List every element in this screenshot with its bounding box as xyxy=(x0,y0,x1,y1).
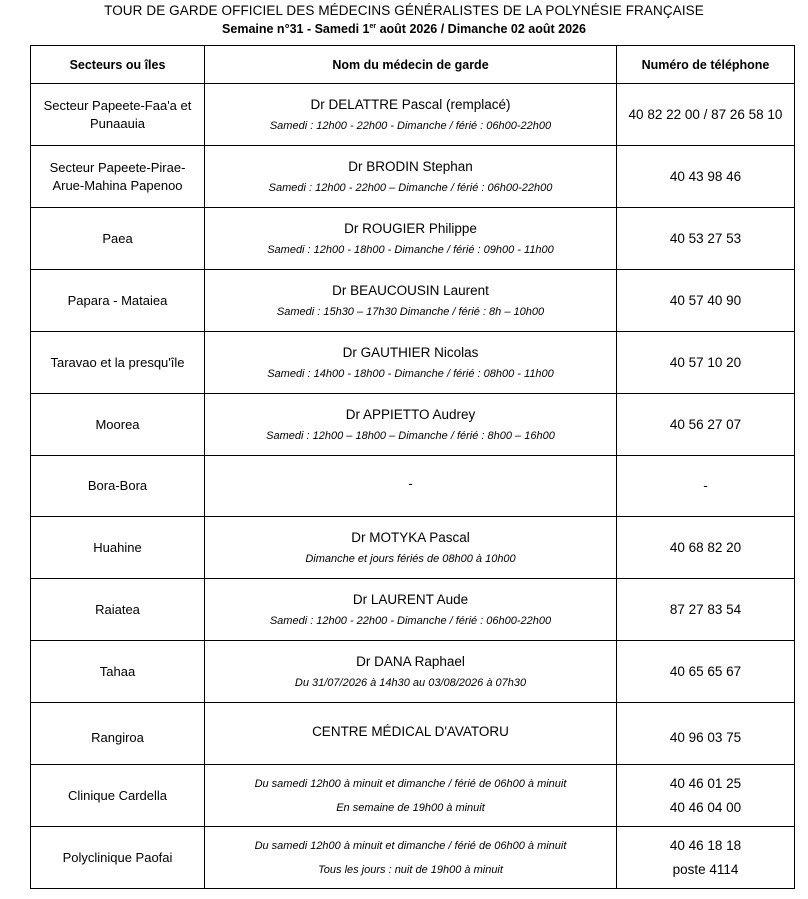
phone-number: 40 82 22 00 / 87 26 58 10 xyxy=(628,106,783,122)
phone-number: 40 46 18 18 xyxy=(669,837,742,853)
doctor-name: Dr MOTYKA Pascal xyxy=(351,529,470,545)
subtitle-text-start: Semaine n°31 - Samedi 1 xyxy=(222,22,370,37)
on-call-hours: En semaine de 19h00 à minuit xyxy=(336,801,485,814)
on-call-hours: Du samedi 12h00 à minuit et dimanche / férié de 06h00 à minuit xyxy=(254,777,567,790)
doctor-cell xyxy=(205,703,617,765)
doctor-cell xyxy=(205,456,617,517)
doctor-cell xyxy=(205,579,617,641)
phone-cell xyxy=(617,517,795,579)
phone-number: 40 56 27 07 xyxy=(669,416,742,432)
sector-cell: Secteur Papeete-Faa'a et Punaauia xyxy=(31,84,205,146)
phone-number: poste 4114 xyxy=(672,861,739,877)
phone-number: 40 43 98 46 xyxy=(669,168,742,184)
document-subtitle xyxy=(0,19,808,37)
document-title: TOUR DE GARDE OFFICIEL DES MÉDECINS GÉNÉRALISTES DE LA POLYNÉSIE FRANÇAISE xyxy=(104,3,704,18)
table-header-row xyxy=(31,46,795,84)
phone-number: 40 46 04 00 xyxy=(669,799,742,815)
on-call-hours: Dimanche et jours fériés de 08h00 à 10h00 xyxy=(305,552,516,565)
on-call-hours: Samedi : 14h00 - 18h00 - Dimanche / férié : 08h00 - 11h00 xyxy=(267,367,554,380)
document-header xyxy=(0,3,808,37)
sector-cell: Papara - Mataiea xyxy=(31,270,205,332)
phone-number: 40 96 03 75 xyxy=(669,729,742,745)
phone-cell xyxy=(617,765,795,827)
doctor-name: Dr BEAUCOUSIN Laurent xyxy=(332,282,489,298)
doctor-cell xyxy=(205,270,617,332)
doctor-name: - xyxy=(408,476,413,491)
doctor-name: Dr LAURENT Aude xyxy=(352,591,469,607)
doctor-name: Dr DANA Raphael xyxy=(356,653,465,669)
on-call-table xyxy=(30,45,795,889)
table-row xyxy=(31,827,795,889)
on-call-hours: Du samedi 12h00 à minuit et dimanche / férié de 06h00 à minuit xyxy=(254,839,567,852)
doctor-name: Dr DELATTRE Pascal (remplacé) xyxy=(310,96,511,112)
table-row xyxy=(31,579,795,641)
sector-cell: Raiatea xyxy=(31,579,205,641)
phone-number: 40 57 40 90 xyxy=(669,292,742,308)
doctor-name: Dr APPIETTO Audrey xyxy=(345,406,476,422)
on-call-hours: Samedi : 12h00 - 22h00 – Dimanche / férié : 06h00-22h00 xyxy=(268,181,553,194)
phone-cell xyxy=(617,641,795,703)
column-header-doctor: Nom du médecin de garde xyxy=(205,46,617,84)
doctor-name: CENTRE MÉDICAL D'AVATORU xyxy=(312,723,509,739)
sector-cell: Moorea xyxy=(31,394,205,456)
table-row xyxy=(31,332,795,394)
table-row xyxy=(31,208,795,270)
sector-cell: Paea xyxy=(31,208,205,270)
sector-cell: Polyclinique Paofai xyxy=(31,827,205,889)
table-row xyxy=(31,394,795,456)
doctor-cell xyxy=(205,394,617,456)
column-header-sector: Secteurs ou îles xyxy=(31,46,205,84)
phone-number: 40 65 65 67 xyxy=(669,663,742,679)
doctor-cell xyxy=(205,84,617,146)
phone-cell xyxy=(617,579,795,641)
phone-number: 40 68 82 20 xyxy=(669,539,742,555)
on-call-hours: Samedi : 15h30 – 17h30 Dimanche / férié : 8h – 10h00 xyxy=(276,305,545,318)
phone-number: 87 27 83 54 xyxy=(669,601,742,617)
on-call-hours: Samedi : 12h00 - 22h00 - Dimanche / férié : 06h00-22h00 xyxy=(269,614,552,627)
on-call-hours: Samedi : 12h00 – 18h00 – Dimanche / férié : 8h00 – 16h00 xyxy=(266,429,555,442)
phone-cell xyxy=(617,208,795,270)
on-call-hours: Samedi : 12h00 - 22h00 - Dimanche / férié : 06h00-22h00 xyxy=(269,119,552,132)
column-header-phone: Numéro de téléphone xyxy=(617,46,795,84)
table-row xyxy=(31,84,795,146)
table-row xyxy=(31,517,795,579)
doctor-name: Dr ROUGIER Philippe xyxy=(344,220,477,236)
sector-cell: Rangiroa xyxy=(31,703,205,765)
doctor-cell xyxy=(205,827,617,889)
table-row xyxy=(31,146,795,208)
phone-cell xyxy=(617,84,795,146)
table-row xyxy=(31,270,795,332)
on-call-hours: Tous les jours : nuit de 19h00 à minuit xyxy=(318,863,503,876)
on-call-hours: Samedi : 12h00 - 18h00 - Dimanche / férié : 09h00 - 11h00 xyxy=(267,243,554,256)
sector-cell: Taravao et la presqu'île xyxy=(31,332,205,394)
phone-cell xyxy=(617,270,795,332)
on-call-hours: Du 31/07/2026 à 14h30 au 03/08/2026 à 07h30 xyxy=(294,676,527,689)
phone-number: 40 57 10 20 xyxy=(669,354,742,370)
phone-cell xyxy=(617,332,795,394)
phone-cell xyxy=(617,827,795,889)
doctor-name: Dr GAUTHIER Nicolas xyxy=(342,344,479,360)
table-row xyxy=(31,765,795,827)
doctor-cell xyxy=(205,641,617,703)
table-row xyxy=(31,703,795,765)
sector-cell: Bora-Bora xyxy=(31,456,205,517)
subtitle-ordinal-suffix: er xyxy=(369,23,377,30)
phone-cell xyxy=(617,456,795,517)
phone-number: 40 53 27 53 xyxy=(669,230,742,246)
phone-number: - xyxy=(703,478,708,493)
doctor-name: Dr BRODIN Stephan xyxy=(348,158,473,174)
doctor-cell xyxy=(205,332,617,394)
phone-cell xyxy=(617,394,795,456)
phone-cell xyxy=(617,703,795,765)
table-row xyxy=(31,456,795,517)
table-row xyxy=(31,641,795,703)
sector-cell: Secteur Papeete-Pirae-Arue-Mahina Papenoo xyxy=(31,146,205,208)
sector-cell: Clinique Cardella xyxy=(31,765,205,827)
sector-cell: Tahaa xyxy=(31,641,205,703)
doctor-cell xyxy=(205,146,617,208)
sector-cell: Huahine xyxy=(31,517,205,579)
doctor-cell xyxy=(205,208,617,270)
phone-number: 40 46 01 25 xyxy=(669,775,742,791)
doctor-cell xyxy=(205,517,617,579)
subtitle-text-end: août 2026 / Dimanche 02 août 2026 xyxy=(376,22,586,37)
doctor-cell xyxy=(205,765,617,827)
phone-cell xyxy=(617,146,795,208)
